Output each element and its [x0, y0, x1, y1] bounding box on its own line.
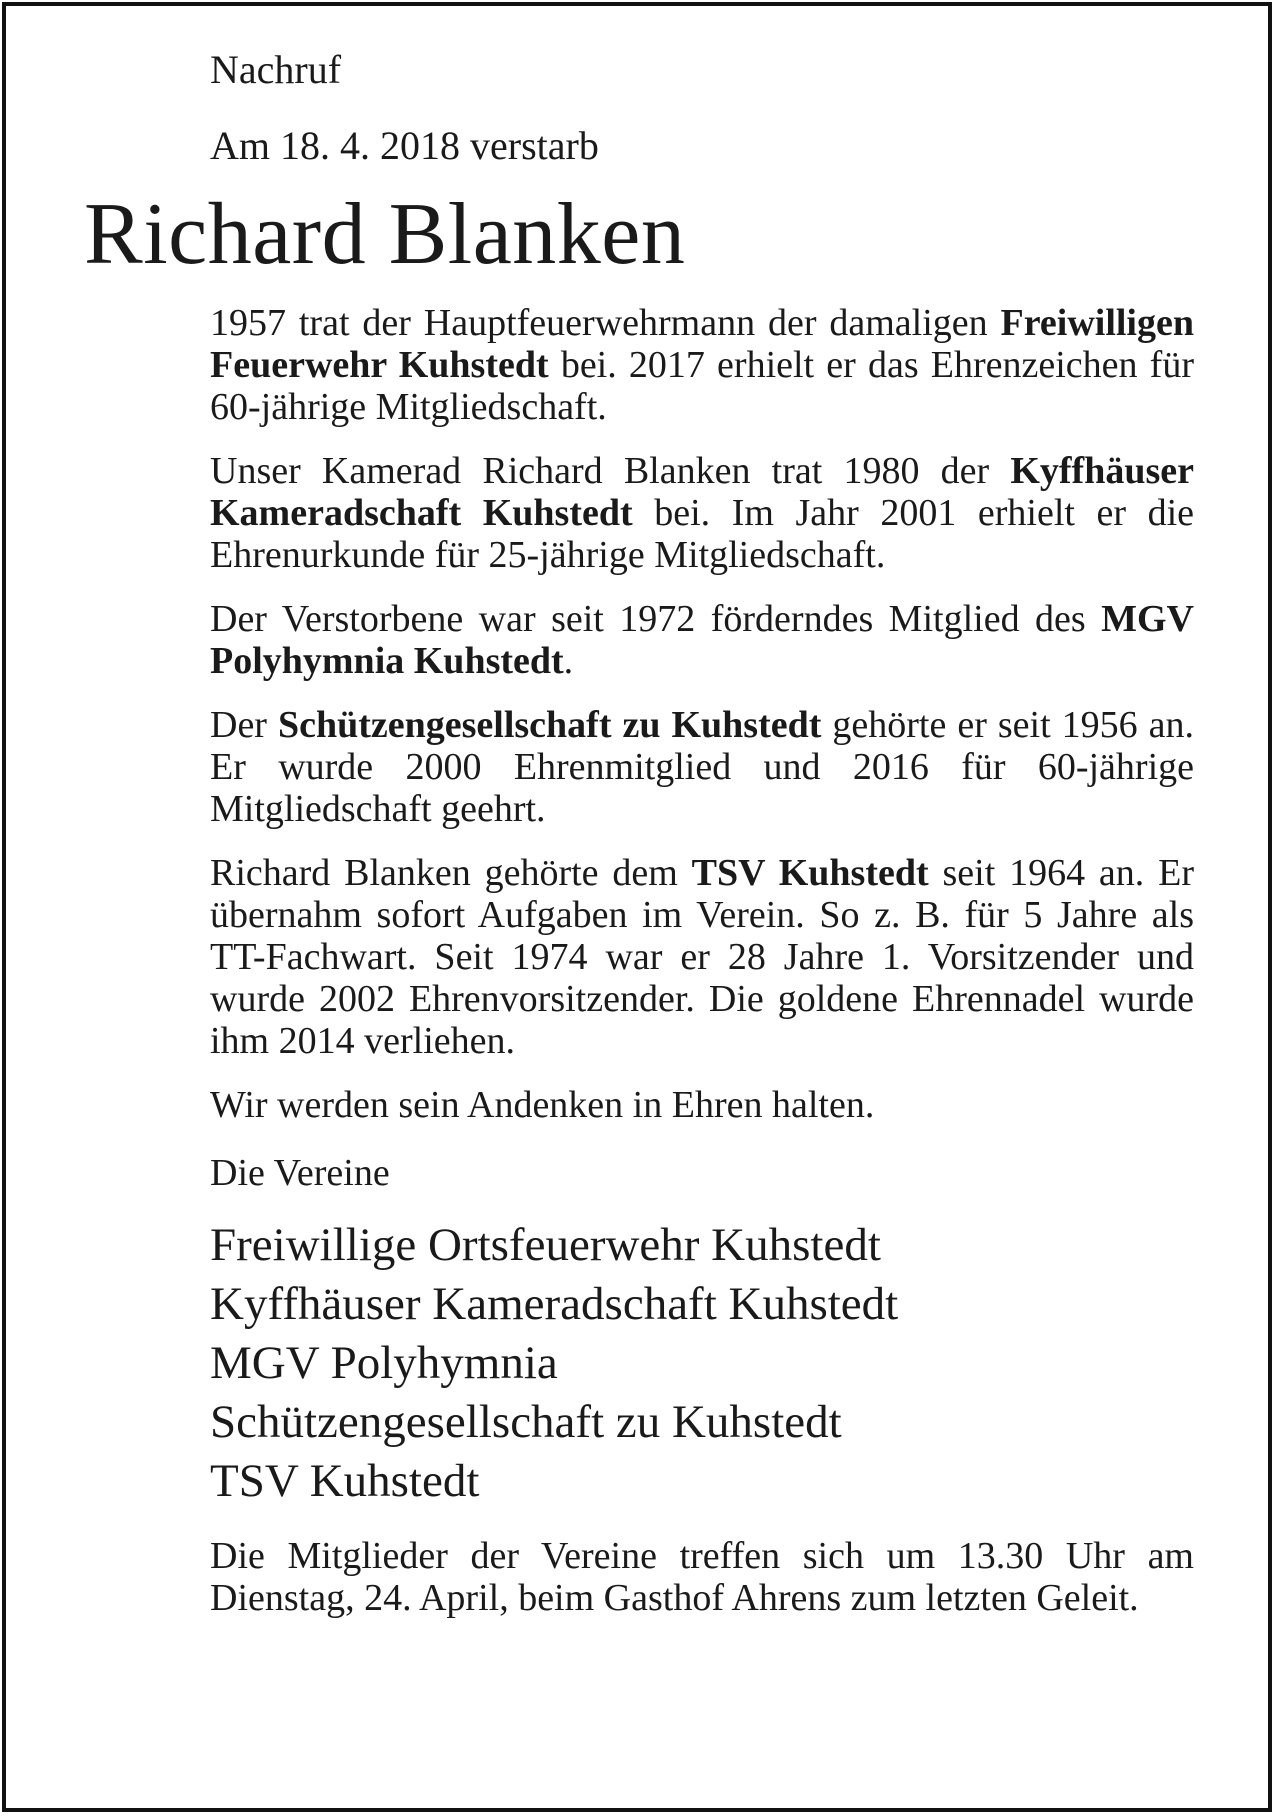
deceased-name: Richard Blanken	[84, 186, 686, 283]
club-name: Freiwillige Ortsfeuerwehr Kuhstedt	[210, 1219, 881, 1271]
paragraph-schuetzen	[210, 704, 1194, 830]
club-name: TSV Kuhstedt	[210, 1455, 480, 1507]
paragraph-text: Der Verstorbene war seit 1972 förderndes Mitglied des	[210, 598, 1102, 640]
paragraph-text: bei. Im Jahr 2001 erhielt er die Ehrenurkunde für 25-jährige Mitgliedschaft.	[210, 492, 1194, 576]
paragraph-text: Richard Blanken gehörte dem	[210, 852, 692, 894]
obituary-header	[210, 46, 1194, 170]
funeral-note: Die Mitglieder der Vereine treffen sich um 13.30 Uhr am Dienstag, 24. April, beim Gasthof Ahrens zum letzten Geleit.	[210, 1535, 1194, 1619]
death-date-line: Am 18. 4. 2018 verstarb	[210, 123, 599, 168]
paragraph-bold: MGV Polyhymnia Kuhstedt	[210, 598, 1194, 682]
paragraph-text: seit 1964 an. Er übernahm sofort Aufgaben im Verein. So z. B. für 5 Jahre als TT-Fachwart. Seit 1974 war er 28 Jahre 1. Vorsitzender und wurde 2002 Ehrenvorsitzender. Die goldene Ehrennadel wurde ihm 2014 verliehen.	[210, 852, 1194, 1062]
signatory-line: Die Vereine	[210, 1152, 390, 1194]
paragraph-tsv	[210, 852, 1194, 1062]
paragraph-mgv	[210, 598, 1194, 682]
paragraph-bold: TSV Kuhstedt	[691, 852, 929, 894]
obituary-label: Nachruf	[210, 47, 342, 92]
paragraph-fire-brigade	[210, 302, 1194, 428]
paragraph-text: 1957 trat der Hauptfeuerwehrmann der damaligen	[210, 302, 1001, 344]
obituary-body	[210, 302, 1194, 1619]
paragraph-text: .	[563, 640, 574, 682]
closing-line: Wir werden sein Andenken in Ehren halten.	[210, 1084, 875, 1126]
paragraph-text: Der	[210, 704, 278, 746]
paragraph-kyffhaeuser	[210, 450, 1194, 576]
club-name: Schützengesellschaft zu Kuhstedt	[210, 1396, 842, 1448]
paragraph-bold: Schützengesellschaft zu Kuhstedt	[277, 704, 822, 746]
paragraph-bold: Freiwilligen Feuerwehr Kuhstedt	[210, 302, 1194, 386]
club-name: MGV Polyhymnia	[210, 1337, 558, 1389]
paragraph-text: bei. 2017 erhielt er das Ehrenzeichen für 60-jährige Mitgliedschaft.	[210, 344, 1194, 428]
paragraph-text: gehörte er seit 1956 an. Er wurde 2000 Ehrenmitglied und 2016 für 60-jährige Mitgliedschaft geehrt.	[210, 704, 1194, 830]
paragraph-bold: Kyffhäuser Kameradschaft Kuhstedt	[210, 450, 1194, 534]
club-name: Kyffhäuser Kameradschaft Kuhstedt	[210, 1278, 899, 1330]
paragraph-text: Unser Kamerad Richard Blanken trat 1980 der	[210, 450, 1011, 492]
club-list	[210, 1216, 1194, 1511]
